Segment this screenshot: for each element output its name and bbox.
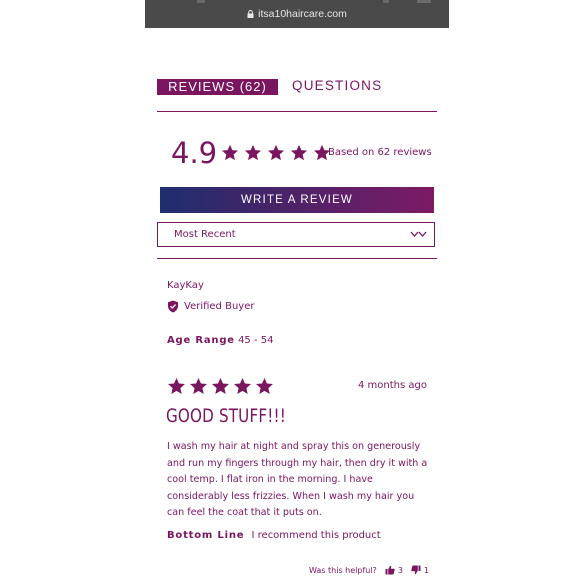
average-rating: 4.9	[171, 136, 218, 170]
chevron-down-icon	[410, 230, 428, 239]
sort-divider	[157, 258, 437, 259]
review-count-text: Based on 62 reviews	[328, 147, 432, 158]
status-bar-signal-fragment	[383, 0, 389, 3]
helpful-yes-count: 3	[397, 565, 403, 575]
helpful-votes	[309, 565, 429, 575]
star-icon	[255, 377, 274, 396]
sort-dropdown[interactable]	[157, 222, 435, 247]
url-text: itsa10haircare.com	[258, 8, 347, 20]
browser-address-bar[interactable]	[145, 0, 449, 28]
star-icon	[290, 144, 308, 162]
bottom-line-label: Bottom Line	[167, 530, 245, 541]
tab-reviews[interactable]: REVIEWS (62)	[157, 79, 278, 95]
status-bar-time-fragment	[197, 0, 205, 3]
verified-shield-icon	[167, 300, 179, 313]
tabs-divider	[157, 111, 437, 112]
review-star-rating	[167, 377, 274, 396]
verified-buyer-label: Verified Buyer	[184, 301, 255, 312]
age-range-value: 45 - 54	[238, 335, 274, 346]
star-icon	[189, 377, 208, 396]
url-display[interactable]	[145, 8, 449, 20]
review-tabs	[157, 77, 437, 97]
bottom-line-row	[167, 530, 381, 541]
thumbs-down-icon[interactable]	[411, 565, 421, 575]
age-range-row	[167, 335, 273, 346]
helpful-question: Was this helpful?	[309, 565, 377, 575]
star-icon	[267, 144, 285, 162]
star-icon	[211, 377, 230, 396]
star-icon	[221, 144, 239, 162]
star-icon	[244, 144, 262, 162]
rating-summary	[171, 136, 441, 170]
star-icon	[167, 377, 186, 396]
thumbs-up-icon[interactable]	[385, 565, 395, 575]
star-icon	[233, 377, 252, 396]
bottom-line-value: I recommend this product	[251, 530, 381, 541]
helpful-no-count: 1	[423, 565, 429, 575]
lock-icon	[247, 10, 254, 18]
review-body: I wash my hair at night and spray this on generously and run my fingers through my hair, then dry it with a cool temp. I flat iron in the morning. I have considerably less frizzies. When I wash my hair you can feel the coat that it puts on.	[167, 441, 428, 519]
review-title: GOOD STUFF!!!	[166, 406, 286, 427]
age-range-label: Age Range	[167, 335, 235, 346]
product-reviews-page	[145, 0, 449, 580]
reviewer-name: KayKay	[167, 280, 204, 291]
tab-questions[interactable]: QUESTIONS	[292, 78, 383, 93]
sort-selected-value: Most Recent	[174, 229, 236, 240]
write-review-button[interactable]: WRITE A REVIEW	[160, 187, 434, 213]
status-bar-battery-fragment	[417, 0, 431, 3]
review-date: 4 months ago	[358, 380, 427, 391]
summary-star-rating	[221, 144, 331, 162]
